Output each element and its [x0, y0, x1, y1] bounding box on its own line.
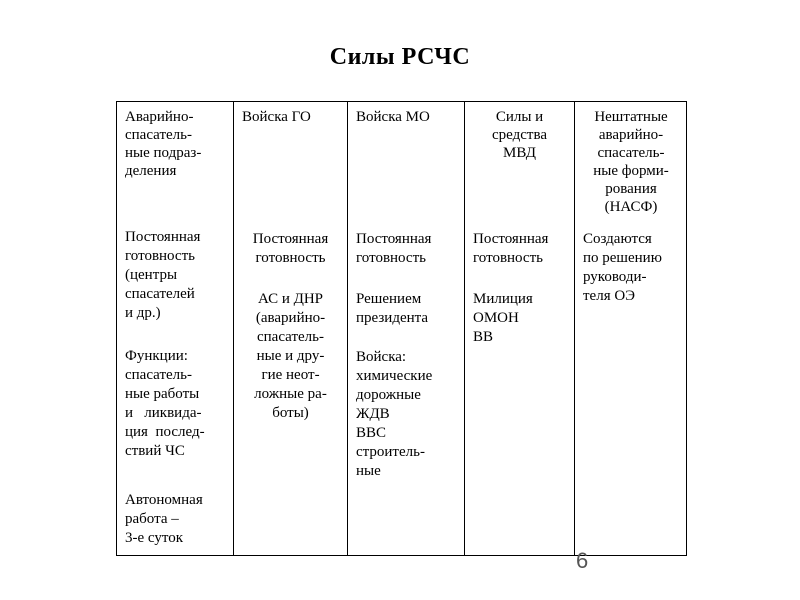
column-nonstaff-formations	[574, 102, 687, 555]
column-header: Аварийно- спасатель- ные подраз- деления	[125, 109, 202, 179]
readiness-text: Постоянная готовность (центры спасателей и др.)	[125, 229, 201, 321]
readiness-text: Постоянная готовность	[252, 231, 329, 266]
column-header: Войска МО	[356, 109, 430, 125]
tasks-text: АС и ДНР (аварийно- спасатель- ные и дру- гие неот- ложные ра- боты)	[254, 291, 327, 421]
readiness-text: Постоянная готовность	[473, 231, 549, 266]
page-number: 6	[576, 548, 589, 573]
column-rescue-units	[117, 102, 233, 555]
column-interior-ministry	[464, 102, 574, 555]
creation-text: Создаются по решению руководи- теля ОЭ	[583, 231, 662, 304]
readiness-text: Постоянная готовность	[356, 231, 432, 266]
column-header: Войска ГО	[242, 109, 311, 125]
column-defense-ministry	[347, 102, 464, 555]
decision-text: Решением президента	[356, 291, 429, 326]
troops-text: Войска: химические дорожные ЖДВ ВВС строитель- ные	[356, 349, 433, 479]
units-text: Милиция ОМОН ВВ	[473, 291, 533, 345]
column-header: Силы и средства МВД	[491, 109, 547, 161]
forces-table	[116, 101, 687, 556]
column-header: Нештатные аварийно- спасатель- ные форми- рования (НАСФ)	[593, 109, 669, 215]
column-civil-defense	[233, 102, 347, 555]
functions-text: Функции: спасатель- ные работы и ликвида- ция послед- ствий ЧС	[125, 348, 205, 459]
page-title: Силы РСЧС	[329, 44, 471, 70]
autonomous-text: Автономная работа – 3-е суток	[125, 492, 203, 546]
